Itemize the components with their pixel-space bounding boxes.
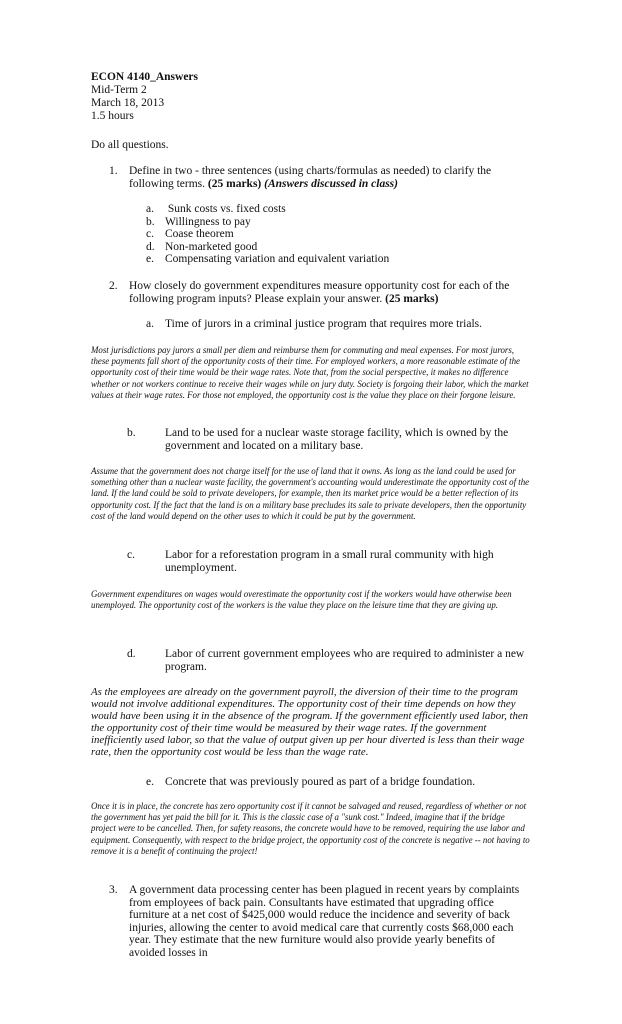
q2c-answer: Government expenditures on wages would overestimate the opportunity cost if the workers would have otherwise been unemployed. The opportunity cost of the workers is the value they place on the leisure time that they are giving up. xyxy=(91,589,512,611)
q2a-answer: Most jurisdictions pay jurors a small per diem and reimburse them for commuting and meal expenses. For most jurors, these payments fall short of the opportunity costs of their time. For employed workers, a more reasonable estimate of the opportunity cost of their time would be their wage rates. Note that, from the social perspective, it makes no difference whether or not workers continue to receive their wages while on jury duty. Society is forgoing their labor, which the market values at their wage rates. For those not employed, the opportunity cost is the value they place on their forgone leisure. xyxy=(91,345,529,400)
q2-text xyxy=(129,280,524,305)
document-header xyxy=(91,71,198,123)
q1-note: (Answers discussed in class) xyxy=(264,177,398,190)
exam-duration: 1.5 hours xyxy=(91,110,134,122)
course-title: ECON 4140_Answers xyxy=(91,71,199,83)
q2b-answer: Assume that the government does not charge itself for the use of land that it owns. As long as the land could be used for something other than a nuclear waste facility, the government's accounting would underestimate the opportunity cost of the land. If the land could be sold to private developers, for example, then its market price would be a better reflection of its opportunity cost. If the fact that the land is on a military base precludes its sale to private developers, then the opportunity cost of the land would depend on the other uses to which it could be put by the government. xyxy=(91,466,530,521)
list-item: c. Coase theorem xyxy=(146,228,234,241)
q2-number: 2. xyxy=(109,280,118,292)
q1-text xyxy=(129,165,534,190)
list-item: a. Sunk costs vs. fixed costs xyxy=(146,203,286,215)
q1-terms-list xyxy=(146,203,389,266)
q1-number: 1. xyxy=(109,165,118,177)
list-item: d. Non-marketed good xyxy=(146,240,258,253)
q2c-question: c. Labor for a reforestation program in a small rural community with high unemployment. xyxy=(127,549,494,574)
q2d-answer: As the employees are already on the government payroll, the diversion of their time to the program would not involve additional expenditures. The opportunity cost of their time depends on how they would have been using it in the absence of the program. If the government efficiently used labor, then the opportunity cost of their time would be measured by their wage rates. If the government inefficiently used labor, so that the value of output given up per hour diverted is less than their wage rate, then the opportunity cost would be less than the wage rate. xyxy=(91,686,529,759)
q2-marks: (25 marks) xyxy=(385,292,439,305)
q3-number: 3. xyxy=(109,884,118,896)
q1-question: Define in two - three sentences (using charts/formulas as needed) to clarify the following terms. xyxy=(129,165,492,190)
exam-name: Mid-Term 2 xyxy=(91,84,147,96)
q2b-question: b. Land to be used for a nuclear waste storage facility, which is owned by the government and located on a military base. xyxy=(127,427,509,452)
q2e-answer: Once it is in place, the concrete has zero opportunity cost if it cannot be salvaged and reused, regardless of whether or not the government has yet paid the bill for it. This is the classic case of a "sunk cost." Indeed, imagine that if the bridge project were to be cancelled. Then, for safety reasons, the concrete would have to be removed, requiring the use labor and equipment. Consequently, with respect to the bridge project, the opportunity cost of the concrete is negative -- not having to remove it is a benefit of continuing the project! xyxy=(91,801,530,856)
list-item: e. Compensating variation and equivalent variation xyxy=(146,253,390,266)
q1-marks: (25 marks) xyxy=(207,177,262,190)
q2-question: How closely do government expenditures measure opportunity cost for each of the following program inputs? Please explain your answer. xyxy=(129,280,510,305)
instructions: Do all questions. xyxy=(91,139,169,151)
exam-date: March 18, 2013 xyxy=(91,97,165,109)
q2d-question: d. Labor of current government employees who are required to administer a new program. xyxy=(127,648,525,673)
q2a-question: a. Time of jurors in a criminal justice program that requires more trials. xyxy=(146,318,483,330)
q3-text: A government data processing center has been plagued in recent years by complaints from employees of back pain. Consultants have estimated that upgrading office furniture at a net cost of $425,000 would reduce the incidence and severity of back injuries, allowing the center to avoid medical care that currently costs $68,000 each year. They estimate that the new furniture would also provide yearly benefits of avoided losses in xyxy=(129,884,520,959)
list-item: b. Willingness to pay xyxy=(146,215,251,228)
q2e-question: e. Concrete that was previously poured as part of a bridge foundation. xyxy=(146,776,476,788)
